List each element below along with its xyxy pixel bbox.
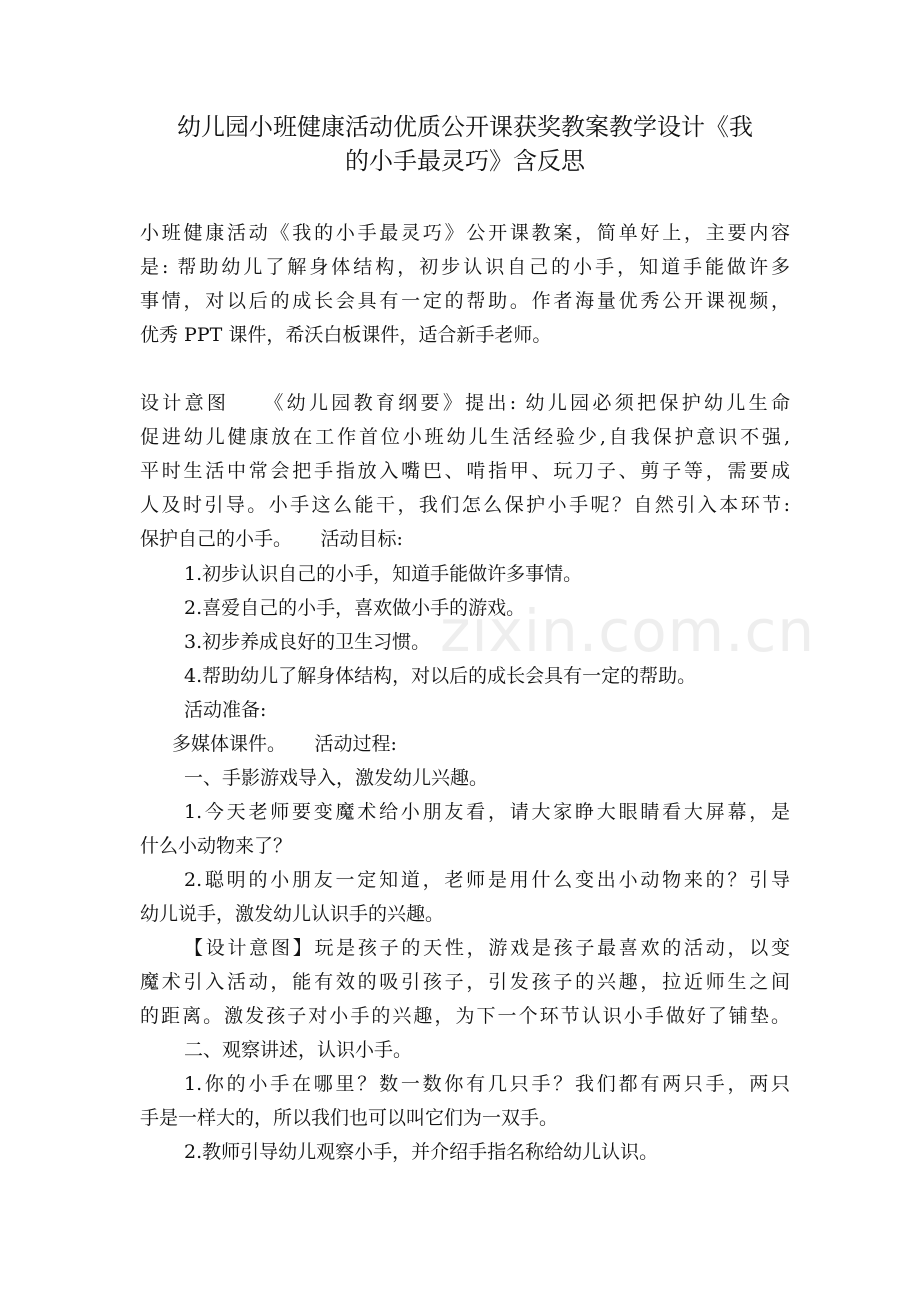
- list-item: 2.教师引导幼儿观察小手，并介绍手指名称给幼儿认识。: [184, 1141, 659, 1163]
- list-item: 2.聪明的小朋友一定知道，老师是用什么变出小动物来的？引导: [184, 869, 790, 891]
- title-line-2: 的小手最灵巧》含反思: [345, 147, 585, 175]
- title-line-1: 幼儿园小班健康活动优质公开课获奖教案教学设计《我: [177, 113, 753, 141]
- watermark: zixin.com.cn: [440, 597, 816, 665]
- intro-line: 是: 帮助幼儿了解身体结构，初步认识自己的小手，知道手能做许多: [140, 256, 790, 278]
- intro-line: 事情，对以后的成长会具有一定的帮助。作者海量优秀公开课视频，: [140, 290, 790, 312]
- section-heading: 二、观察讲述，认识小手。: [184, 1039, 413, 1061]
- prep-label: 活动准备:: [184, 699, 267, 721]
- design-note-line: 【设计意图】玩是孩子的天性，游戏是孩子最喜欢的活动，以变: [184, 937, 790, 959]
- list-item-continued: 手是一样大的，所以我们也可以叫它们为一双手。: [140, 1107, 559, 1129]
- list-item-continued: 幼儿说手，激发幼儿认识手的兴趣。: [140, 903, 445, 925]
- design-line: 人及时引导。小手这么能干，我们怎么保护小手呢？自然引入本环节:: [140, 494, 790, 516]
- goal-item: 3.初步养成良好的卫生习惯。: [184, 631, 431, 653]
- intro-line: 优秀 PPT 课件，希沃白板课件，适合新手老师。: [140, 324, 552, 346]
- intro-line: 小班健康活动《我的小手最灵巧》公开课教案，简单好上，主要内容: [140, 222, 790, 244]
- goal-item: 1.初步认识自己的小手，知道手能做许多事情。: [184, 563, 583, 585]
- goal-item: 4.帮助幼儿了解身体结构，对以后的成长会具有一定的帮助。: [184, 665, 697, 687]
- design-line: 平时生活中常会把手指放入嘴巴、啃指甲、玩刀子、剪子等，需要成: [140, 460, 790, 482]
- design-line: 促进幼儿健康放在工作首位小班幼儿生活经验少,自我保护意识不强,: [140, 426, 790, 448]
- list-item-continued: 什么小动物来了？: [140, 835, 293, 857]
- design-line: 设计意图 《幼儿园教育纲要》提出: 幼儿园必须把保护幼儿生命: [140, 392, 790, 414]
- design-note-line: 魔术引入活动，能有效的吸引孩子，引发孩子的兴趣，拉近师生之间: [140, 971, 790, 993]
- list-item: 1.你的小手在哪里？数一数你有几只手？我们都有两只手，两只: [184, 1073, 790, 1095]
- goal-item: 2.喜爱自己的小手，喜欢做小手的游戏。: [184, 597, 526, 619]
- list-item: 1.今天老师要变魔术给小朋友看，请大家睁大眼睛看大屏幕，是: [184, 801, 790, 823]
- document-title: [140, 110, 790, 178]
- design-note-line: 的距离。激发孩子对小手的兴趣，为下一个环节认识小手做好了铺垫。: [140, 1005, 790, 1027]
- section-heading: 一、手影游戏导入，激发幼儿兴趣。: [184, 767, 489, 789]
- prep-line: 多媒体课件。 活动过程:: [172, 733, 397, 755]
- design-line: 保护自己的小手。 活动目标:: [140, 528, 403, 550]
